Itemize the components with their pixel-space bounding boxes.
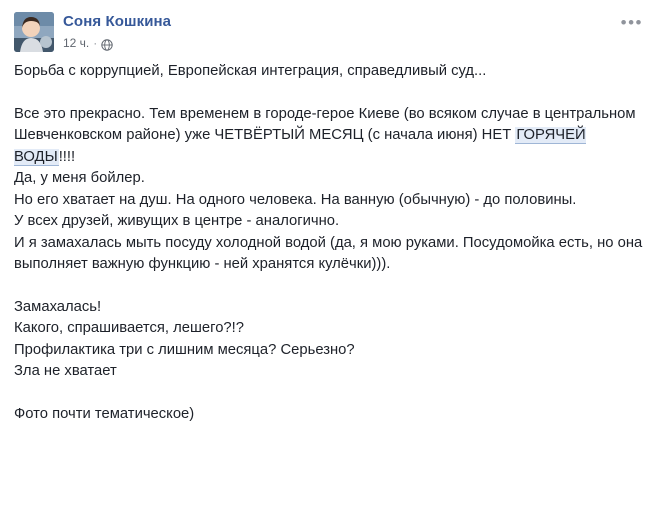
post-paragraph: Борьба с коррупцией, Европейская интеграция, справедливый суд... — [14, 63, 487, 79]
globe-icon[interactable] — [101, 39, 113, 51]
meta-separator: · — [93, 36, 98, 50]
paragraph-text-before: Все это прекрасно. Тем временем в городе-герое Киеве (во всяком случае в центральном Шевченковском районе) уже ЧЕТВЁРТЫЙ МЕСЯЦ (с начала июня) НЕТ — [14, 105, 636, 143]
post-meta — [63, 36, 171, 50]
paragraph-spacer — [14, 276, 645, 297]
post-paragraph: У всех друзей, живущих в центре - аналогично. — [14, 213, 340, 229]
post-paragraph: Профилактика три с лишним месяца? Серьезно? — [14, 341, 355, 358]
post-options-button[interactable]: ••• — [620, 13, 643, 32]
post-paragraph-highlighted — [14, 104, 645, 169]
post-paragraph: Но его хватает на душ. На одного человека. На ванную (обычную) - до половины. — [14, 191, 577, 208]
highlighted-phrase: ГОРЯЧЕЙ ВОДЫ — [14, 127, 586, 165]
post-author-link[interactable]: Соня Кошкина — [63, 13, 172, 30]
post-header — [0, 0, 659, 52]
paragraph-spacer — [14, 383, 645, 404]
post-timestamp[interactable]: 12 ч. — [63, 36, 90, 50]
paragraph-spacer — [14, 83, 645, 104]
post-paragraph: И я замахалась мыть посуду холодной водой (да, я мою руками. Посудомойка есть, но она выполняет важную функцию - ней хранятся кулёчки))). — [14, 234, 643, 272]
post-paragraph: Да, у меня бойлер. — [14, 170, 145, 186]
post-paragraph: Какого, спрашивается, лешего?!? — [14, 320, 244, 336]
post-body — [0, 52, 659, 425]
post-paragraph: Замахалась! — [14, 298, 102, 315]
post-paragraph: Фото почти тематическое) — [14, 405, 195, 422]
post-paragraph: Зла не хватает — [14, 363, 117, 379]
post-header-text — [63, 12, 171, 50]
paragraph-text-after: !!!! — [58, 148, 76, 165]
avatar[interactable] — [14, 12, 54, 52]
